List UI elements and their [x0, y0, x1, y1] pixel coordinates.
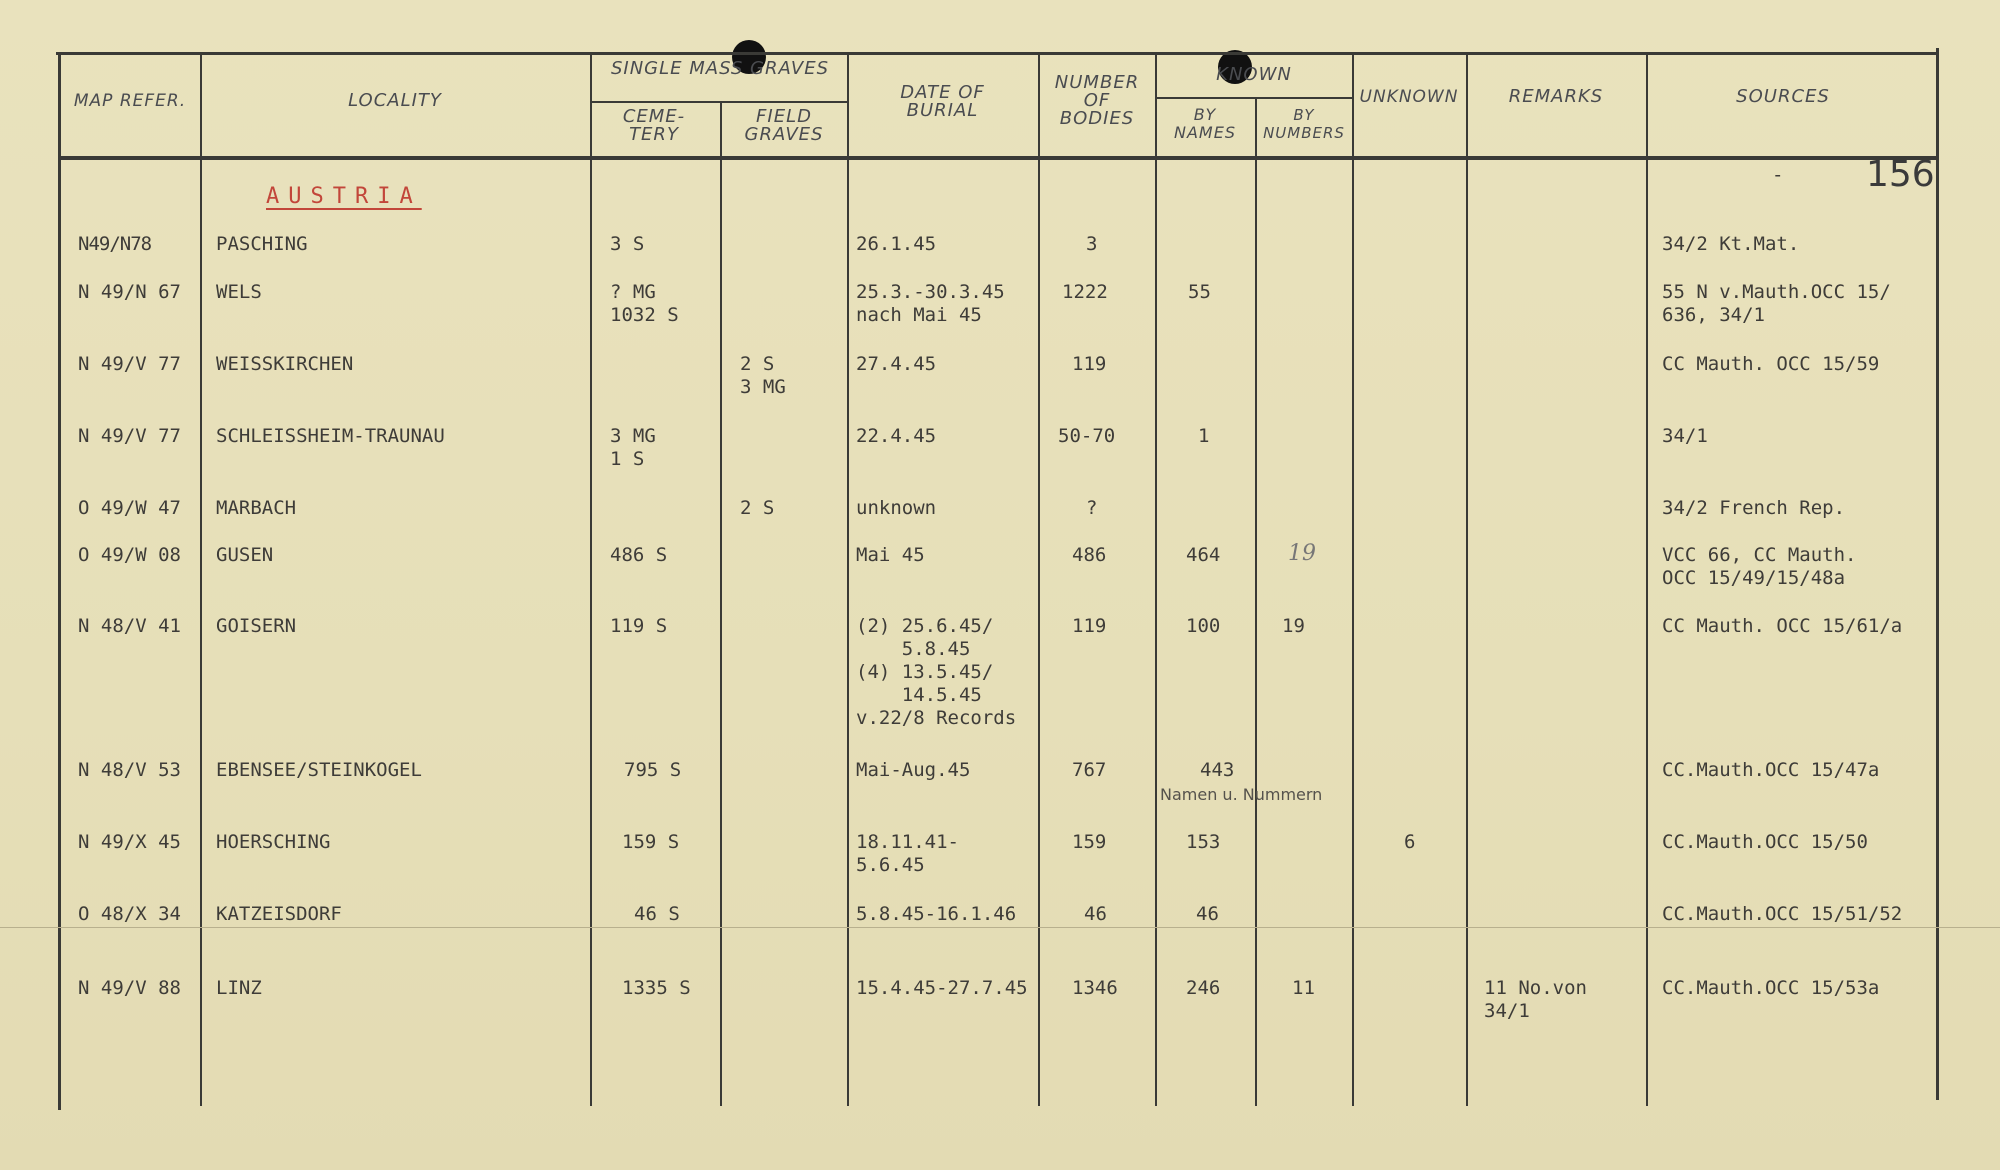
row-hoersching-names: 153 [1186, 831, 1221, 853]
col-line-8 [1352, 54, 1354, 1106]
row-schleissheim-bodies: 50-70 [1058, 425, 1116, 447]
row-goisern-numbers: 19 [1282, 615, 1305, 637]
col-line-7 [1255, 98, 1257, 1106]
row-ebensee-note: Namen u. Nummern [1160, 785, 1323, 804]
row-linz-remarks: 11 No.von 34/1 [1484, 977, 1587, 1022]
col-line-5 [1038, 54, 1040, 1106]
row-pasching-sources: 34/2 Kt.Mat. [1662, 233, 1800, 255]
row-linz-cemetery: 1335 S [622, 977, 691, 999]
row-weisskirchen-sources: CC Mauth. OCC 15/59 [1662, 353, 1880, 375]
row-gusen-cemetery: 486 S [610, 544, 668, 566]
row-linz-names: 246 [1186, 977, 1221, 999]
header-by-names: BY NAMES [1174, 105, 1236, 142]
header-remarks: REMARKS [1508, 86, 1604, 107]
row-katzeisdorf-names: 46 [1196, 903, 1219, 925]
col-line-3 [720, 102, 722, 1106]
row-linz-bodies: 1346 [1072, 977, 1118, 999]
row-weisskirchen-bodies: 119 [1072, 353, 1107, 375]
row-wels-sources: 55 N v.Mauth.OCC 15/ 636, 34/1 [1662, 281, 1891, 326]
row-gusen-locality: GUSEN [216, 544, 274, 566]
header-separator [58, 156, 1938, 160]
row-marbach-map: O 49/W 47 [78, 497, 181, 519]
header-date-of-burial: DATE OF BURIAL [900, 82, 985, 121]
header-sources: SOURCES [1736, 86, 1830, 107]
col-line-2 [590, 54, 592, 1106]
row-pasching-bodies: 3 [1086, 233, 1098, 255]
header-map-refer: MAP REFER. [73, 91, 187, 111]
country-heading: AUSTRIA [266, 184, 422, 209]
header-number-of-bodies: NUMBER OF BODIES [1054, 72, 1140, 129]
page-dash: - [1772, 164, 1784, 186]
row-goisern-cemetery: 119 S [610, 615, 668, 637]
row-hoersching-cemetery: 159 S [622, 831, 680, 853]
row-ebensee-sources: CC.Mauth.OCC 15/47a [1662, 759, 1880, 781]
header-known: KNOWN [1216, 64, 1292, 85]
row-gusen-bodies: 486 [1072, 544, 1107, 566]
row-pasching-cemetery: 3 S [610, 233, 645, 255]
row-schleissheim-names: 1 [1198, 425, 1210, 447]
row-schleissheim-cemetery: 3 MG 1 S [610, 425, 656, 470]
row-wels-map: N 49/N 67 [78, 281, 181, 303]
row-wels-cemetery: ? MG 1032 S [610, 281, 679, 326]
row-goisern-map: N 48/V 41 [78, 615, 181, 637]
row-goisern-date: (2) 25.6.45/ 5.8.45 (4) 13.5.45/ 14.5.45 v.22/8 Records [856, 615, 1017, 729]
subheader-line-known [1155, 97, 1353, 99]
row-marbach-bodies: ? [1086, 497, 1098, 519]
row-weisskirchen-date: 27.4.45 [856, 353, 937, 375]
row-schleissheim-locality: SCHLEISSHEIM-TRAUNAU [216, 425, 445, 447]
header-locality: LOCALITY [348, 90, 442, 111]
row-ebensee-cemetery: 795 S [624, 759, 682, 781]
header-unknown: UNKNOWN [1359, 87, 1459, 107]
header-cemetery: CEME- TERY [622, 106, 686, 145]
row-ebensee-locality: EBENSEE/STEINKOGEL [216, 759, 422, 781]
row-linz-map: N 49/V 88 [78, 977, 181, 999]
header-single-mass-graves: SINGLE MASS GRAVES [610, 58, 830, 79]
row-marbach-locality: MARBACH [216, 497, 297, 519]
row-linz-sources: CC.Mauth.OCC 15/53a [1662, 977, 1880, 999]
row-weisskirchen-field: 2 S 3 MG [740, 353, 786, 398]
row-katzeisdorf-locality: KATZEISDORF [216, 903, 342, 925]
row-ebensee-bodies: 767 [1072, 759, 1107, 781]
row-linz-date: 15.4.45-27.7.45 [856, 977, 1028, 999]
frame-right [1936, 48, 1939, 1100]
subheader-line-graves [590, 101, 848, 103]
row-goisern-locality: GOISERN [216, 615, 297, 637]
row-katzeisdorf-bodies: 46 [1084, 903, 1107, 925]
row-ebensee-names: 443 [1200, 759, 1235, 781]
row-hoersching-sources: CC.Mauth.OCC 15/50 [1662, 831, 1868, 853]
row-weisskirchen-locality: WEISSKIRCHEN [216, 353, 354, 375]
row-gusen-map: O 49/W 08 [78, 544, 181, 566]
row-gusen-numbers: 19 [1288, 541, 1316, 566]
row-ebensee-map: N 48/V 53 [78, 759, 181, 781]
row-hoersching-unknown: 6 [1404, 831, 1416, 853]
row-schleissheim-date: 22.4.45 [856, 425, 937, 447]
row-goisern-sources: CC Mauth. OCC 15/61/a [1662, 615, 1903, 637]
row-ebensee-date: Mai-Aug.45 [856, 759, 971, 781]
row-schleissheim-map: N 49/V 77 [78, 425, 181, 447]
row-katzeisdorf-cemetery: 46 S [634, 903, 680, 925]
row-gusen-names: 464 [1186, 544, 1221, 566]
frame-top [56, 52, 1938, 55]
row-hoersching-locality: HOERSCHING [216, 831, 331, 853]
row-pasching-map: N49/N78 [78, 233, 152, 255]
row-katzeisdorf-sources: CC.Mauth.OCC 15/51/52 [1662, 903, 1903, 925]
faint-line [0, 927, 2000, 928]
row-gusen-sources: VCC 66, CC Mauth. OCC 15/49/15/48a [1662, 544, 1857, 589]
row-linz-locality: LINZ [216, 977, 262, 999]
row-katzeisdorf-date: 5.8.45-16.1.46 [856, 903, 1017, 925]
row-wels-names: 55 [1188, 281, 1211, 303]
frame-left [58, 52, 61, 1110]
row-pasching-locality: PASCHING [216, 233, 308, 255]
col-line-4 [847, 54, 849, 1106]
row-pasching-date: 26.1.45 [856, 233, 937, 255]
row-katzeisdorf-map: O 48/X 34 [78, 903, 181, 925]
row-goisern-bodies: 119 [1072, 615, 1107, 637]
col-line-1 [200, 54, 202, 1106]
row-wels-bodies: 1222 [1062, 281, 1108, 303]
row-linz-numbers: 11 [1292, 977, 1315, 999]
col-line-9 [1466, 54, 1468, 1106]
row-hoersching-bodies: 159 [1072, 831, 1107, 853]
row-weisskirchen-map: N 49/V 77 [78, 353, 181, 375]
row-wels-date: 25.3.-30.3.45 nach Mai 45 [856, 281, 1005, 326]
row-gusen-date: Mai 45 [856, 544, 925, 566]
row-marbach-date: unknown [856, 497, 937, 519]
row-hoersching-date: 18.11.41- 5.6.45 [856, 831, 959, 876]
row-goisern-names: 100 [1186, 615, 1221, 637]
row-hoersching-map: N 49/X 45 [78, 831, 181, 853]
header-by-numbers: BY NUMBERS [1263, 106, 1345, 142]
header-field-graves: FIELD GRAVES [744, 106, 824, 145]
row-wels-locality: WELS [216, 281, 262, 303]
row-marbach-sources: 34/2 French Rep. [1662, 497, 1846, 519]
page-number: 156 [1866, 154, 1935, 195]
col-line-10 [1646, 54, 1648, 1106]
col-line-6 [1155, 54, 1157, 1106]
row-marbach-field: 2 S [740, 497, 775, 519]
row-schleissheim-sources: 34/1 [1662, 425, 1708, 447]
